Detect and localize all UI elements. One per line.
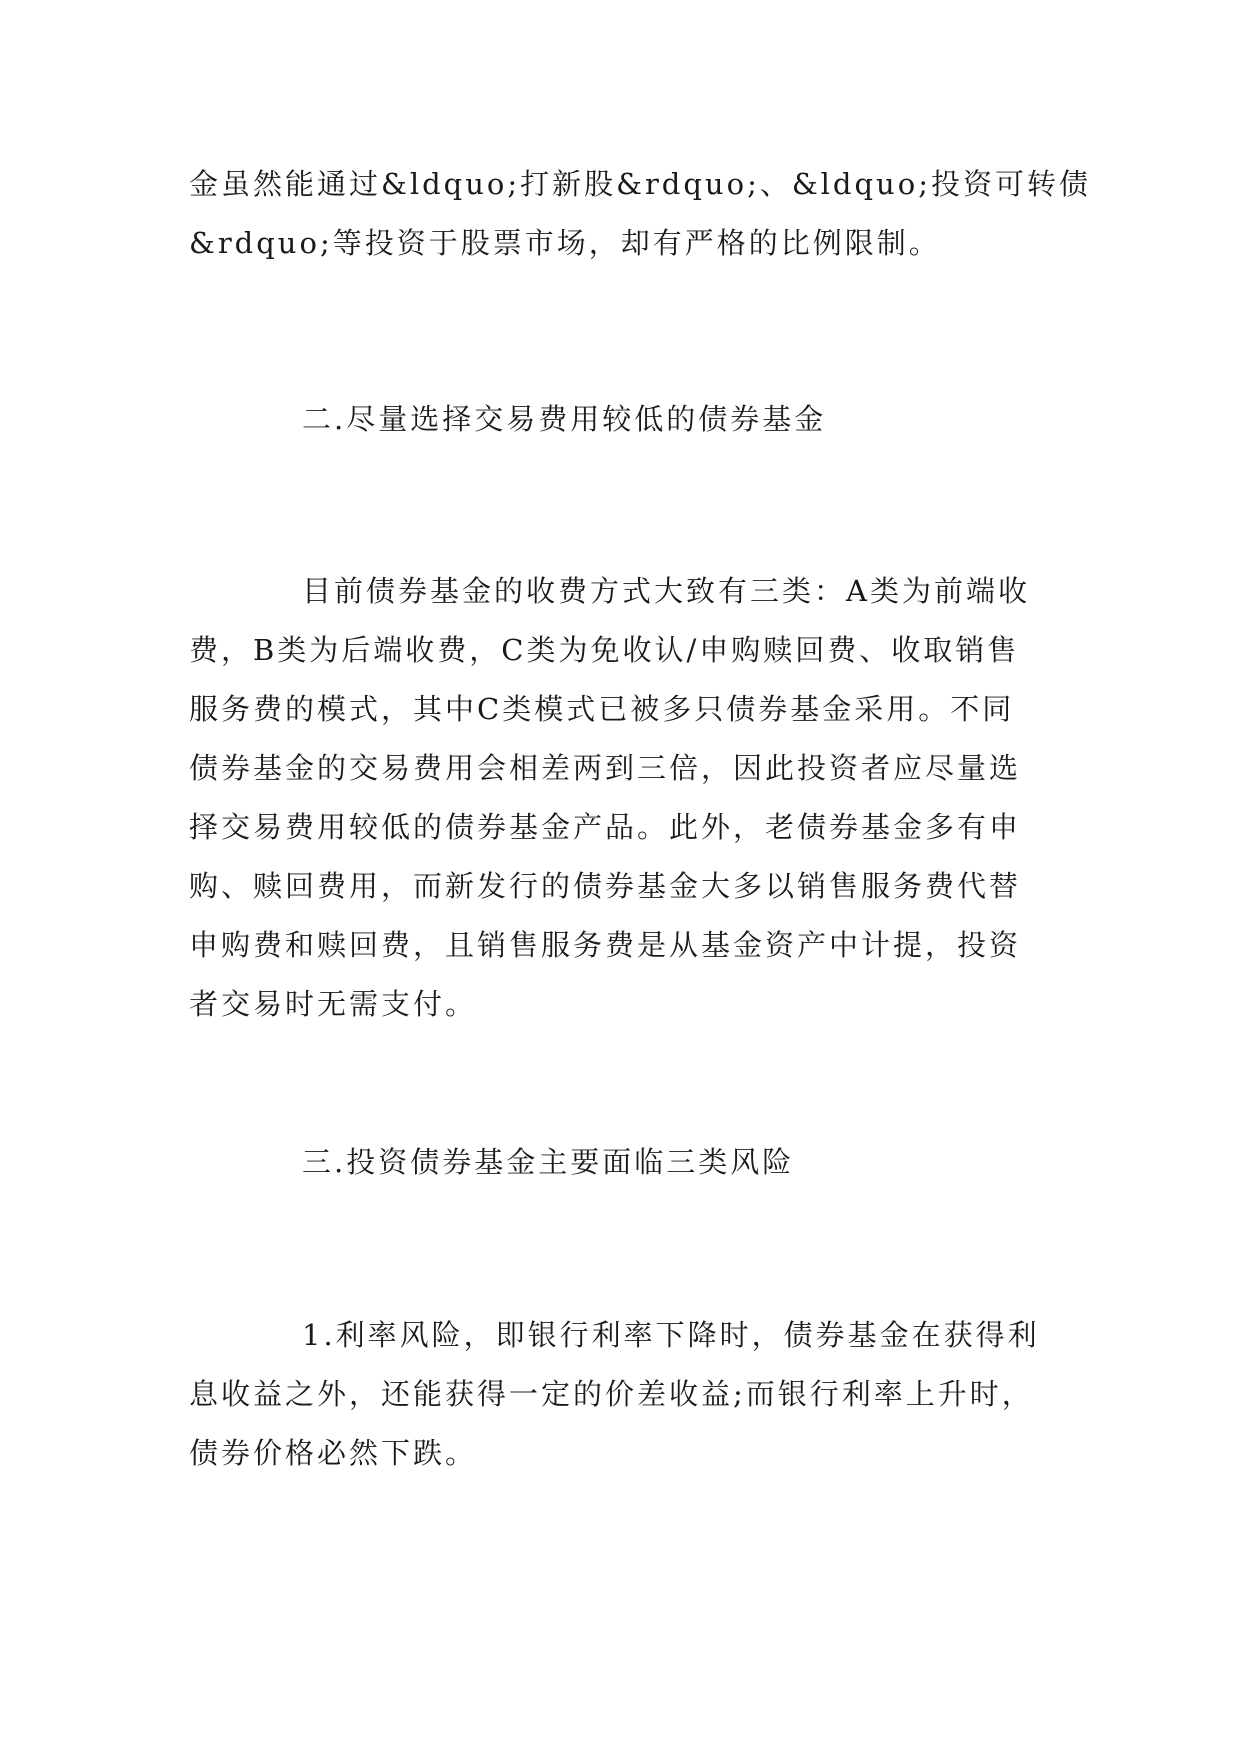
heading-text: 三.投资债券基金主要面临三类风险 bbox=[302, 1145, 795, 1179]
text-line: 1.利率风险，即银行利率下降时，债券基金在获得利 bbox=[302, 1318, 1040, 1352]
heading-text: 二.尽量选择交易费用较低的债券基金 bbox=[302, 402, 827, 436]
text-line: 申购费和赎回费，且销售服务费是从基金资产中计提，投资 bbox=[189, 928, 1022, 962]
text-line: 服务费的模式，其中C类模式已被多只债券基金采用。不同 bbox=[189, 692, 1015, 726]
paragraph-intro-continued bbox=[189, 155, 1091, 273]
section-heading-2 bbox=[189, 390, 1049, 449]
text-line: 费，B类为后端收费，C类为免收认/申购赎回费、收取销售 bbox=[189, 633, 1020, 667]
text-line: 购、赎回费用，而新发行的债券基金大多以销售服务费代替 bbox=[189, 869, 1022, 903]
text-line: 债券价格必然下跌。 bbox=[189, 1436, 478, 1470]
text-line: 者交易时无需支付。 bbox=[189, 987, 478, 1021]
text-line: &rdquo;等投资于股票市场，却有严格的比例限制。 bbox=[189, 226, 941, 260]
text-line: 目前债券基金的收费方式大致有三类：A类为前端收 bbox=[302, 574, 1030, 608]
text-line: 择交易费用较低的债券基金产品。此外，老债券基金多有申 bbox=[189, 810, 1022, 844]
text-line: 债券基金的交易费用会相差两到三倍，因此投资者应尽量选 bbox=[189, 751, 1022, 785]
paragraph-interest-risk bbox=[189, 1306, 1049, 1483]
text-line: 息收益之外，还能获得一定的价差收益;而银行利率上升时， bbox=[189, 1377, 1034, 1411]
section-heading-3 bbox=[189, 1133, 1049, 1192]
text-line: 金虽然能通过&ldquo;打新股&rdquo;、&ldquo;投资可转债 bbox=[189, 167, 1091, 201]
paragraph-fees bbox=[189, 562, 1049, 1034]
